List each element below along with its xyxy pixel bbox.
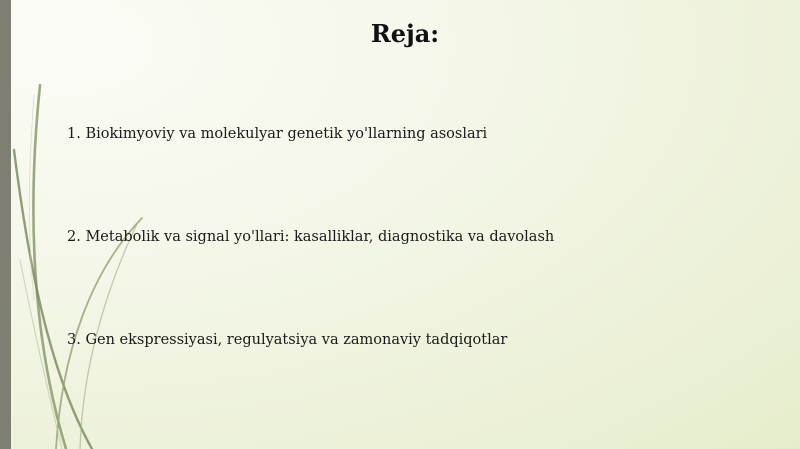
plan-item-2: 2. Metabolik va signal yo'llari: kasalliklar, diagnostika va davolash bbox=[67, 229, 555, 245]
plan-item-1: 1. Biokimyoviy va molekulyar genetik yo'llarning asoslari bbox=[67, 126, 488, 142]
plan-item-3: 3. Gen ekspressiyasi, regulyatsiya va zamonaviy tadqiqotlar bbox=[67, 332, 508, 348]
slide-title: Reja: bbox=[370, 19, 440, 48]
